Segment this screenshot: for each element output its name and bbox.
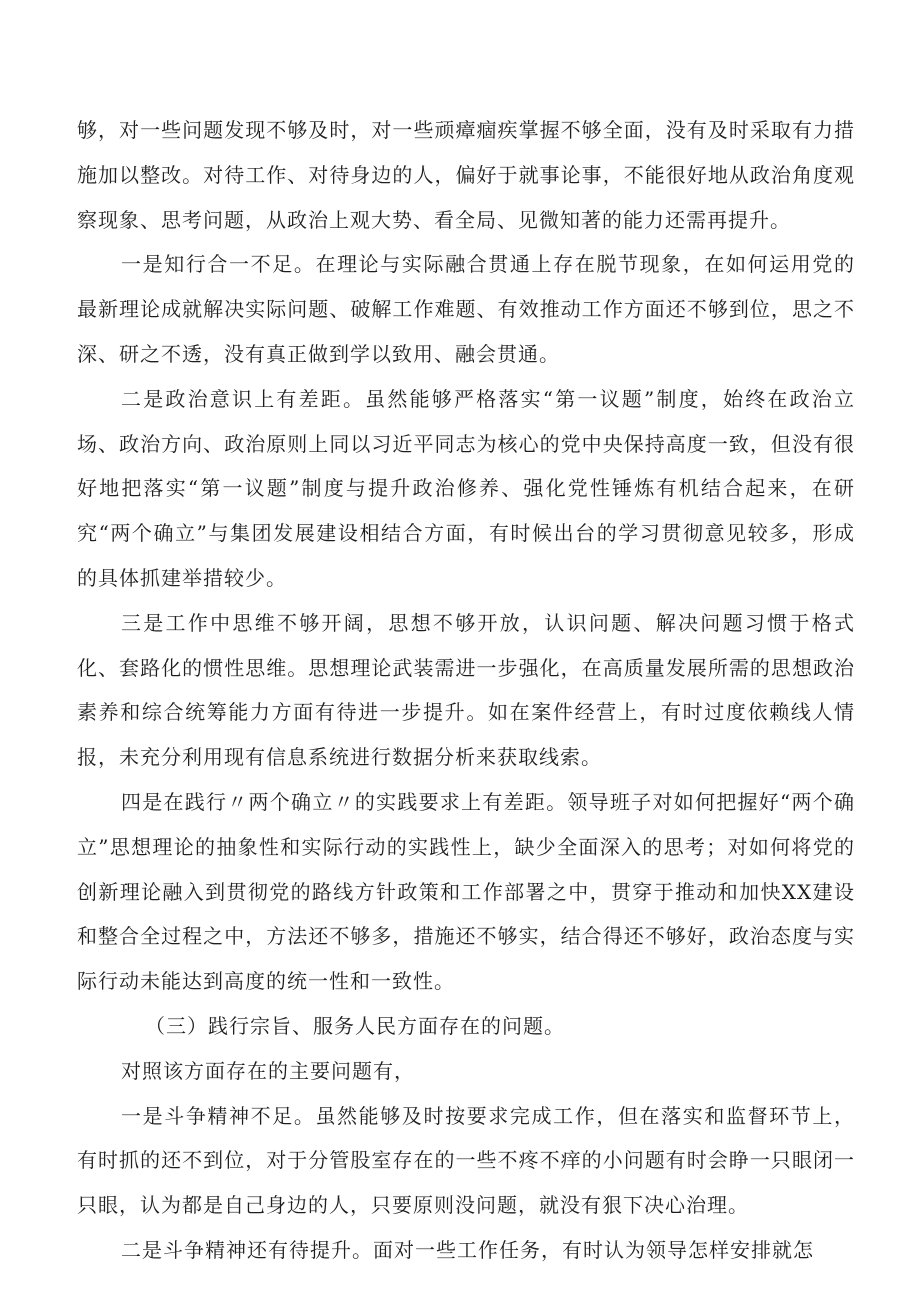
paragraph-fighting-spirit: 一是斗争精神不足。虽然能够及时按要求完成工作，但在落实和监督环节上，有时抓的还不到位，对于分管股室存在的一些不疼不痒的小问题有时会睁一只眼闭一只眼，认为都是自己身边的人，只要原则没问题，就没有狠下决心治理。 bbox=[77, 1103, 855, 1218]
paragraph-political-awareness: 二是政治意识上有差距。虽然能够严格落实“第一议题”制度，始终在政治立场、政治方向、政治原则上同以习近平同志为核心的党中央保持高度一致，但没有很好地把落实“第一议题”制度与提升政治修养、强化党性锤炼有机结合起来，在研究“两个确立”与集团发展建设相结合方面，有时候出台的学习贯彻意见较多，形成的具体抓建举措较少。 bbox=[77, 386, 855, 590]
paragraph-fighting-spirit-improve: 二是斗争精神还有待提升。面对一些工作任务，有时认为领导怎样安排就怎 bbox=[121, 1237, 814, 1262]
paragraph-two-establishments: 四是在践行〃两个确立〃的实践要求上有差距。领导班子对如何把握好“两个确立”思想理论的抽象性和实际行动的实践性上，缺少全面深入的思考；对如何将党的创新理论融入到贯彻党的路线方针政策和工作部署之中，贯穿于推动和加快XX建设和整合全过程之中，方法还不够多，措施还不够实，结合得还不够好，政治态度与实际行动未能达到高度的统一性和一致性。 bbox=[77, 789, 855, 994]
document-body bbox=[77, 108, 855, 1273]
paragraph-main-problems-intro: 对照该方面存在的主要问题有， bbox=[121, 1058, 415, 1083]
paragraph-knowledge-practice: 一是知行合一不足。在理论与实际融合贯通上存在脱节现象，在如何运用党的最新理论成就解决实际问题、破解工作难题、有效推动工作方面还不够到位，思之不深、研之不透，没有真正做到学以致用、融会贯通。 bbox=[77, 252, 855, 366]
section-heading-serving-people: （三）践行宗旨、服务人民方面存在的问题。 bbox=[145, 1013, 565, 1038]
paragraph-continuation: 够，对一些问题发现不够及时，对一些顽瘴痼疾掌握不够全面，没有及时采取有力措施加以整改。对待工作、对待身边的人，偏好于就事论事，不能很好地从政治角度观察现象、思考问题，从政治上观大势、看全局、见微知著的能力还需再提升。 bbox=[77, 118, 855, 232]
paragraph-work-thinking: 三是工作中思维不够开阔，思想不够开放，认识问题、解决问题习惯于格式化、套路化的惯性思维。思想理论武装需进一步强化，在高质量发展所需的思想政治素养和综合统筹能力方面有待进一步提升。如在案件经营上，有时过度依赖线人情报，未充分利用现有信息系统进行数据分析来获取线索。 bbox=[77, 610, 855, 770]
